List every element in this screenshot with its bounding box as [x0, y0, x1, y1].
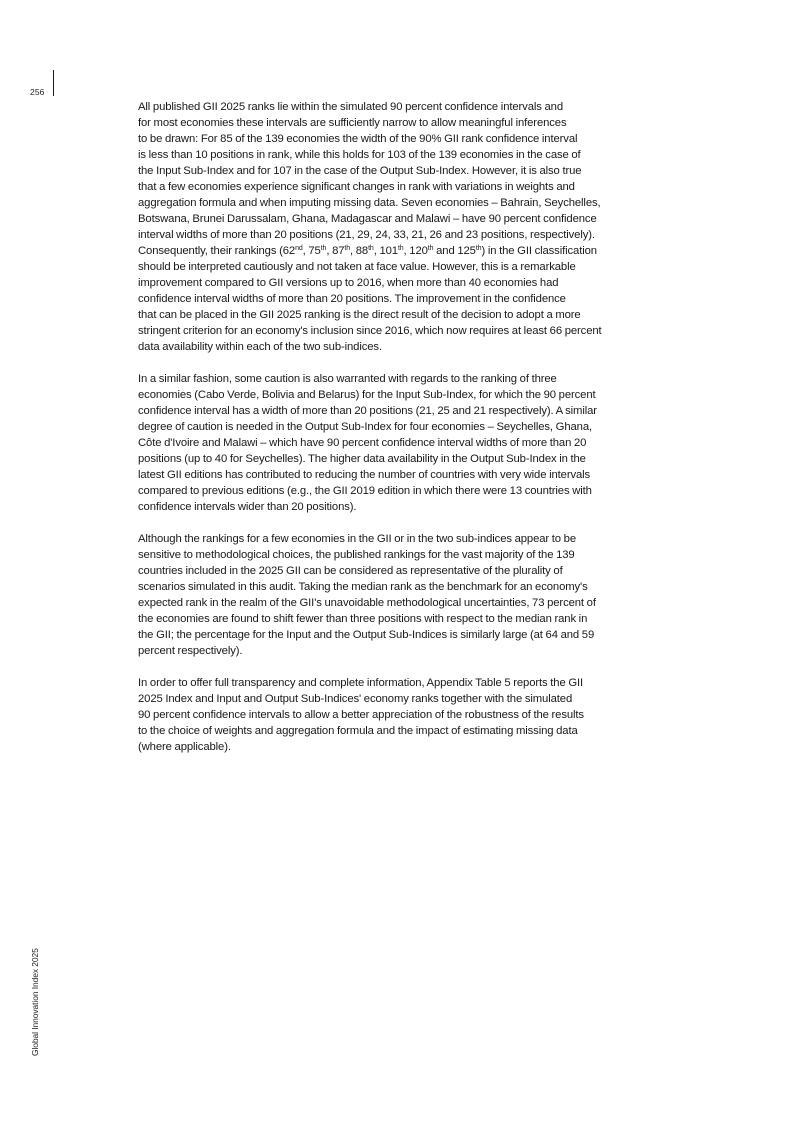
text-line: In a similar fashion, some caution is also warranted with regards to the ranking of three: [138, 373, 557, 385]
rank-separator: ,: [350, 245, 356, 257]
text-line: Although the rankings for a few economies in the GII or in the two sub-indices appear to be: [138, 533, 577, 545]
text-line: improvement compared to GII versions up to 2016, when more than 40 economies had: [138, 277, 559, 289]
text-line: stringent criterion for an economy's inclusion since 2016, which now requires at least 66 percent: [138, 325, 602, 337]
header-vertical-rule: [53, 70, 54, 96]
rank-value: [332, 245, 350, 257]
text-line: confidence intervals wider than 20 positions).: [138, 501, 357, 513]
text-line: that a few economies experience significant changes in rank with variations in weights and: [138, 181, 575, 193]
text-line: expected rank in the realm of the GII's unavoidable methodological uncertainties, 73 percent of: [138, 597, 596, 609]
text-line: sensitive to methodological choices, the published rankings for the vast majority of the 139: [138, 549, 575, 561]
text-line: is less than 10 positions in rank, while this holds for 103 of the 139 economies in the case of: [138, 149, 581, 161]
text-line: that can be placed in the GII 2025 ranking is the direct result of the decision to adopt a more: [138, 309, 581, 321]
rank-ordinal-suffix: nd: [295, 245, 303, 252]
page-number: 256: [30, 87, 45, 97]
rank-number: 125: [457, 245, 476, 257]
rank-ordinal-suffix: th: [320, 245, 327, 252]
rankings-lead-text: Consequently, their rankings (: [138, 245, 283, 257]
rank-number: 120: [409, 245, 428, 257]
text-line: confidence interval widths of more than 20 positions. The improvement in the confidence: [138, 293, 566, 305]
text-line: Côte d'Ivoire and Malawi – which have 90 percent confidence interval widths of more than 20: [138, 437, 587, 449]
text-line: In order to offer full transparency and complete information, Appendix Table 5 reports the GII: [138, 677, 584, 689]
text-line: confidence interval has a width of more than 20 positions (21, 25 and 21 respectively). A similar: [138, 405, 597, 417]
rank-ordinal-suffix: th: [368, 245, 374, 252]
text-line: to be drawn: For 85 of the 139 economies the width of the 90% GII rank confidence interval: [138, 133, 578, 145]
text-line: (where applicable).: [138, 741, 231, 753]
rank-ordinal-suffix: th: [427, 245, 434, 252]
text-line: aggregation formula and when imputing missing data. Seven economies – Bahrain, Seychelles,: [138, 197, 601, 209]
text-line: compared to previous editions (e.g., the GII 2019 edition in which there were 13 countries with: [138, 485, 592, 497]
rank-number: 101: [379, 245, 398, 257]
rank-number: 62: [282, 245, 296, 257]
text-line: economies (Cabo Verde, Bolivia and Belarus) for the Input Sub-Index, for which the 90 percent: [138, 389, 596, 401]
text-line: for most economies these intervals are sufficiently narrow to allow meaningful inferences: [138, 117, 567, 129]
rank-number: 87: [332, 245, 345, 257]
rank-ordinal-suffix: th: [344, 245, 350, 252]
rank-separator: ,: [302, 245, 309, 257]
rankings-trail-text: ) in the GII classification: [481, 245, 597, 257]
rank-value: [356, 245, 374, 257]
text-line: to the choice of weights and aggregation formula and the impact of estimating missing data: [138, 725, 578, 737]
text-line: scenarios simulated in this audit. Taking the median rank as the benchmark for an economy's: [138, 581, 588, 593]
paragraph-input-output-caution: [138, 371, 658, 515]
text-line: latest GII editions has contributed to reducing the number of countries with very wide intervals: [138, 469, 591, 481]
rank-ordinal-suffix: th: [397, 245, 404, 252]
text-line: countries included in the 2025 GII can be considered as representative of the plurality of: [138, 565, 563, 577]
text-line: percent respectively).: [138, 645, 243, 657]
text-line: positions (up to 40 for Seychelles). The higher data availability in the Output Sub-Index in the: [138, 453, 586, 465]
text-line: data availability within each of the two sub-indices.: [138, 341, 382, 353]
text-line: interval widths of more than 20 positions (21, 29, 24, 33, 21, 26 and 23 positions, respectively).: [138, 229, 595, 241]
rank-separator: ,: [326, 245, 333, 257]
rank-value: [409, 245, 433, 257]
paragraph-appendix-table: [138, 675, 658, 755]
text-line: the Input Sub-Index and for 107 in the case of the Output Sub-Index. However, it is also true: [138, 165, 582, 177]
rank-number: 88: [355, 245, 369, 257]
rank-ordinal-suffix: th: [475, 245, 482, 252]
text-line: All published GII 2025 ranks lie within the simulated 90 percent confidence intervals and: [138, 101, 564, 113]
rank-separator: ,: [373, 245, 380, 257]
body-text: [138, 99, 658, 755]
text-line: the GII; the percentage for the Input and the Output Sub-Indices is similarly large (at 64 and 59: [138, 629, 595, 641]
text-line: 90 percent confidence intervals to allow a better appreciation of the robustness of the results: [138, 709, 584, 721]
publication-side-label: Global Innovation Index 2025: [30, 948, 40, 1056]
rank-value: [457, 245, 481, 257]
text-line: the economies are found to shift fewer than three positions with respect to the median rank in: [138, 613, 588, 625]
rank-number: 75: [308, 245, 321, 257]
text-line: degree of caution is needed in the Output Sub-Index for four economies – Seychelles, Ghana,: [138, 421, 592, 433]
paragraph-confidence-intervals: [138, 99, 658, 355]
rank-value: [308, 245, 326, 257]
rankings-list: [283, 245, 482, 257]
rank-value: [283, 245, 303, 257]
text-line: 2025 Index and Input and Output Sub-Indices' economy ranks together with the simulated: [138, 693, 573, 705]
rank-value: [379, 245, 403, 257]
text-line: Botswana, Brunei Darussalam, Ghana, Madagascar and Malawi – have 90 percent confidence: [138, 213, 597, 225]
rank-separator: ,: [403, 245, 410, 257]
text-line-rankings: [138, 243, 658, 259]
paragraph-median-rank: [138, 531, 658, 659]
rank-separator: and: [433, 245, 458, 257]
text-line: should be interpreted cautiously and not taken at face value. However, this is a remarkable: [138, 261, 576, 273]
